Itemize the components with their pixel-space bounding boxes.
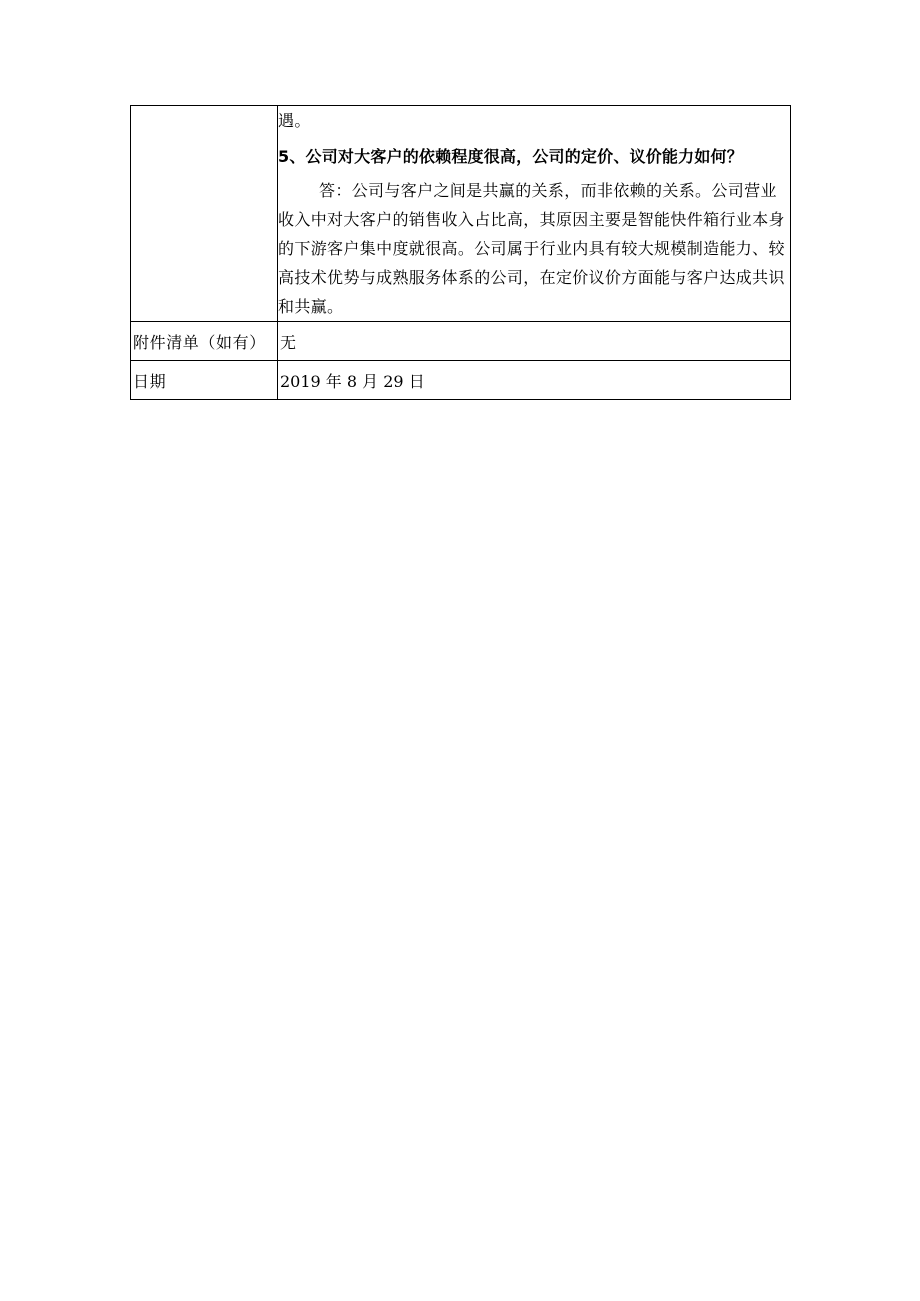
- continuation-text: 遇。: [278, 111, 311, 130]
- date-row: [131, 361, 791, 400]
- attachments-value: 无: [278, 322, 791, 361]
- content-row: [131, 106, 791, 322]
- date-value: 2019 年 8 月 29 日: [278, 361, 791, 400]
- content-cell: [278, 106, 791, 322]
- question-heading: 5、公司对大客户的依赖程度很高，公司的定价、议价能力如何？: [278, 147, 743, 166]
- date-label: 日期: [131, 361, 278, 400]
- content-label-cell: [131, 106, 278, 322]
- attachments-row: [131, 322, 791, 361]
- investor-relations-record-table: [130, 105, 791, 400]
- attachments-label: 附件清单（如有）: [131, 322, 278, 361]
- answer-paragraph: 答：公司与客户之间是共赢的关系，而非依赖的关系。公司营业收入中对大客户的销售收入占比高，其原因主要是智能快件箱行业本身的下游客户集中度就很高。公司属于行业内具有较大规模制造能力、较高技术优势与成熟服务体系的公司，在定价议价方面能与客户达成共识和共赢。: [278, 181, 785, 316]
